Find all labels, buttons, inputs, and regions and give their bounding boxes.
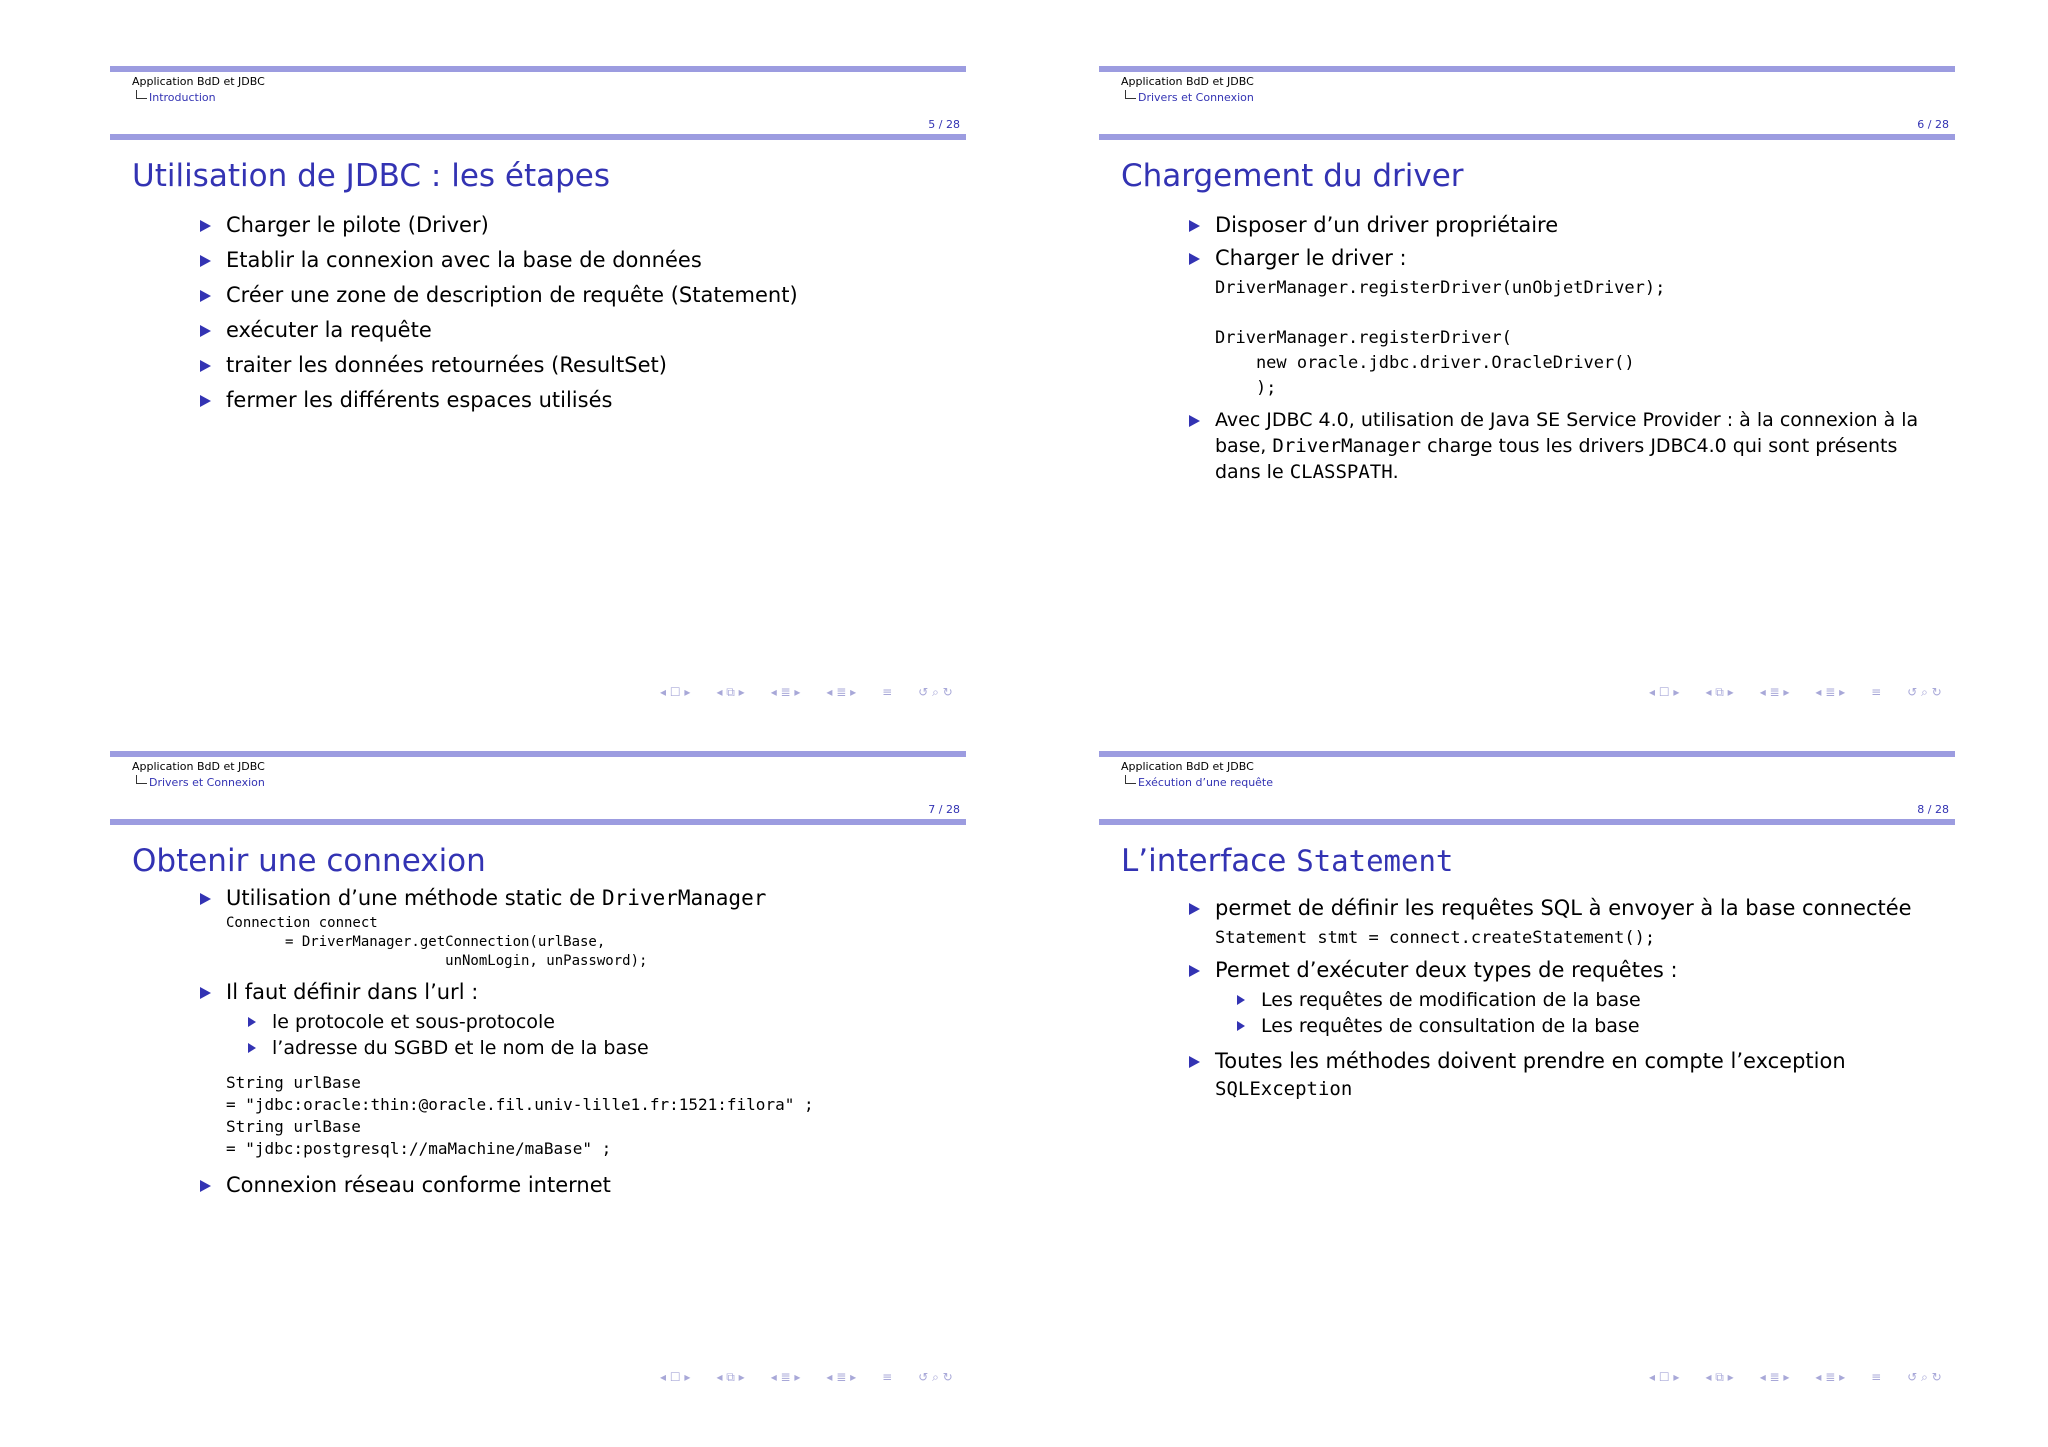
search-back-forward-icon[interactable]: ↺ ⌕ ↻ [918, 684, 953, 699]
bullet-icon [1189, 220, 1200, 232]
list-item: Il faut définir dans l’url : [200, 979, 940, 1006]
subsection-nav-icon[interactable]: ◂ ⧉ ▸ [716, 1369, 745, 1384]
presentation-title: Application BdD et JDBC [132, 75, 265, 88]
align-icon[interactable]: ≡ [1871, 685, 1882, 699]
header-bar-top [110, 751, 966, 757]
search-back-forward-icon[interactable]: ↺ ⌕ ↻ [918, 1369, 953, 1384]
slide-title: Chargement du driver [1121, 158, 1464, 194]
section-nav-icon[interactable]: ◂ ≣ ▸ [770, 1370, 801, 1384]
section-breadcrumb [1121, 776, 1273, 789]
presentation-title: Application BdD et JDBC [1121, 75, 1254, 88]
tree-corner-icon [1125, 775, 1136, 784]
header-bar-bottom [1099, 819, 1955, 825]
align-icon[interactable]: ≡ [882, 685, 893, 699]
sub-bullet-icon [1237, 995, 1245, 1005]
section-nav-icon[interactable]: ◂ ≣ ▸ [1815, 685, 1846, 699]
code-block: Connection connect = DriverManager.getConnection(urlBase, unNomLogin, unPassword); [226, 915, 648, 969]
list-item: Charger le driver : [1189, 245, 1929, 272]
header-bar-bottom [110, 819, 966, 825]
bullet-icon [1189, 253, 1200, 265]
slide-content [200, 885, 940, 1207]
section-breadcrumb [1121, 91, 1254, 104]
bullet-icon [200, 290, 211, 302]
section-name: Drivers et Connexion [149, 776, 265, 789]
section-name: Exécution d’une requête [1138, 776, 1274, 789]
sub-list-item: l’adresse du SGBD et le nom de la base [248, 1036, 940, 1060]
code-block: String urlBase = "jdbc:oracle:thin:@oracle.fil.univ-lille1.fr:1521:filora" ; String urlBase = "jdbc:postgresql://maMachine/maBase" ; [226, 1073, 814, 1158]
subsection-nav-icon[interactable]: ◂ ⧉ ▸ [1705, 1369, 1734, 1384]
slide-6 [1099, 62, 1959, 722]
code-block: Statement stmt = connect.createStatement(); [1215, 928, 1656, 948]
bullet-icon [1189, 1056, 1200, 1068]
code-block: DriverManager.registerDriver(unObjetDriver); [1215, 278, 1666, 298]
list-item: Utilisation d’une méthode static de DriverManager [200, 885, 940, 912]
slide-8 [1099, 747, 1959, 1407]
sub-bullet-icon [1237, 1021, 1245, 1031]
bullet-icon [1189, 903, 1200, 915]
tree-corner-icon [136, 775, 147, 784]
beamer-navigation [660, 684, 960, 700]
frame-nav-icon[interactable]: ◂ ☐ ▸ [1649, 1370, 1680, 1384]
bullet-icon [1189, 415, 1200, 427]
list-item: Permet d’exécuter deux types de requêtes : [1189, 957, 1929, 984]
slide-content [200, 212, 940, 422]
section-nav-icon[interactable]: ◂ ≣ ▸ [826, 685, 857, 699]
list-item: exécuter la requête [200, 317, 940, 344]
section-breadcrumb [132, 91, 216, 104]
header-bar-bottom [1099, 134, 1955, 140]
bullet-icon [200, 395, 211, 407]
page-number: 6 / 28 [1917, 118, 1949, 131]
bullet-icon [1189, 965, 1200, 977]
subsection-nav-icon[interactable]: ◂ ⧉ ▸ [716, 684, 745, 699]
section-nav-icon[interactable]: ◂ ≣ ▸ [1759, 1370, 1790, 1384]
sub-list-item: Les requêtes de consultation de la base [1237, 1014, 1929, 1038]
presentation-title: Application BdD et JDBC [1121, 760, 1254, 773]
frame-nav-icon[interactable]: ◂ ☐ ▸ [1649, 685, 1680, 699]
align-icon[interactable]: ≡ [1871, 1370, 1882, 1384]
slide-content [1189, 895, 1929, 1111]
beamer-navigation [1649, 684, 1949, 700]
list-item: Etablir la connexion avec la base de données [200, 247, 940, 274]
list-item: Connexion réseau conforme internet [200, 1172, 940, 1199]
list-item: Avec JDBC 4.0, utilisation de Java SE Service Provider : à la connexion à la base, DriverManager charge tous les drivers JDBC4.0 qui sont présents dans le CLASSPATH. [1189, 407, 1929, 485]
slide-5 [110, 62, 970, 722]
section-nav-icon[interactable]: ◂ ≣ ▸ [1759, 685, 1790, 699]
list-item: permet de définir les requêtes SQL à envoyer à la base connectée [1189, 895, 1929, 922]
section-name: Introduction [149, 91, 216, 104]
header-bar-bottom [110, 134, 966, 140]
section-name: Drivers et Connexion [1138, 91, 1254, 104]
list-item: traiter les données retournées (ResultSet) [200, 352, 940, 379]
list-item: Toutes les méthodes doivent prendre en compte l’exception SQLException [1189, 1048, 1929, 1103]
section-breadcrumb [132, 776, 265, 789]
code-block: DriverManager.registerDriver( new oracle.jdbc.driver.OracleDriver() ); [1215, 328, 1635, 398]
beamer-navigation [1649, 1369, 1949, 1385]
bullet-icon [200, 893, 211, 905]
section-nav-icon[interactable]: ◂ ≣ ▸ [1815, 1370, 1846, 1384]
bullet-icon [200, 987, 211, 999]
header-bar-top [1099, 751, 1955, 757]
sub-bullet-icon [248, 1043, 256, 1053]
bullet-icon [200, 1180, 211, 1192]
frame-nav-icon[interactable]: ◂ ☐ ▸ [660, 685, 691, 699]
slide-title: L’interface Statement [1121, 843, 1454, 879]
search-back-forward-icon[interactable]: ↺ ⌕ ↻ [1907, 684, 1942, 699]
sub-list-item: Les requêtes de modification de la base [1237, 988, 1929, 1012]
align-icon[interactable]: ≡ [882, 1370, 893, 1384]
page-number: 8 / 28 [1917, 803, 1949, 816]
presentation-title: Application BdD et JDBC [132, 760, 265, 773]
header-bar-top [1099, 66, 1955, 72]
beamer-navigation [660, 1369, 960, 1385]
bullet-icon [200, 220, 211, 232]
bullet-icon [200, 360, 211, 372]
slide-content [1189, 212, 1929, 493]
header-bar-top [110, 66, 966, 72]
list-item: Charger le pilote (Driver) [200, 212, 940, 239]
bullet-icon [200, 325, 211, 337]
bullet-icon [200, 255, 211, 267]
section-nav-icon[interactable]: ◂ ≣ ▸ [826, 1370, 857, 1384]
sub-bullet-icon [248, 1017, 256, 1027]
subsection-nav-icon[interactable]: ◂ ⧉ ▸ [1705, 684, 1734, 699]
slide-7 [110, 747, 970, 1407]
sub-list-item: le protocole et sous-protocole [248, 1010, 940, 1034]
list-item: Créer une zone de description de requête (Statement) [200, 282, 940, 309]
tree-corner-icon [136, 90, 147, 99]
page-number: 7 / 28 [928, 803, 960, 816]
slide-title: Obtenir une connexion [132, 843, 486, 879]
list-item: fermer les différents espaces utilisés [200, 387, 940, 414]
section-nav-icon[interactable]: ◂ ≣ ▸ [770, 685, 801, 699]
frame-nav-icon[interactable]: ◂ ☐ ▸ [660, 1370, 691, 1384]
page-number: 5 / 28 [928, 118, 960, 131]
tree-corner-icon [1125, 90, 1136, 99]
slide-title: Utilisation de JDBC : les étapes [132, 158, 611, 194]
search-back-forward-icon[interactable]: ↺ ⌕ ↻ [1907, 1369, 1942, 1384]
list-item: Disposer d’un driver propriétaire [1189, 212, 1929, 239]
